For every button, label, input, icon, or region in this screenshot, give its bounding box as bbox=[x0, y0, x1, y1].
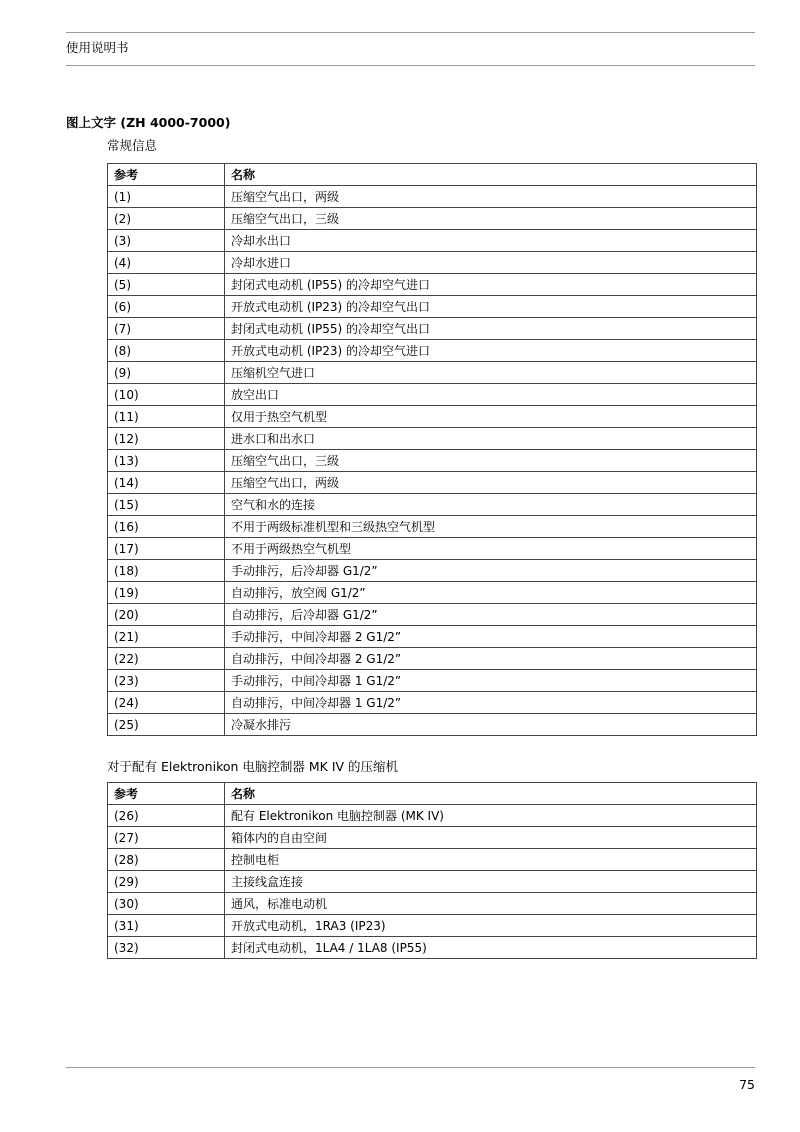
table-row bbox=[108, 296, 757, 318]
reference-cell: (4) bbox=[108, 252, 225, 274]
table-row bbox=[108, 692, 757, 714]
reference-cell: (10) bbox=[108, 384, 225, 406]
table-row bbox=[108, 340, 757, 362]
table-row bbox=[108, 626, 757, 648]
reference-cell: (14) bbox=[108, 472, 225, 494]
name-cell: 手动排污，中间冷却器 2 G1/2” bbox=[225, 626, 757, 648]
footer-rule bbox=[66, 1067, 755, 1068]
reference-cell: (3) bbox=[108, 230, 225, 252]
name-cell: 开放式电动机 (IP23) 的冷却空气进口 bbox=[225, 340, 757, 362]
table-row bbox=[108, 604, 757, 626]
name-cell: 冷却水出口 bbox=[225, 230, 757, 252]
name-cell: 主接线盒连接 bbox=[225, 871, 757, 893]
reference-cell: (24) bbox=[108, 692, 225, 714]
name-cell: 自动排污，中间冷却器 1 G1/2” bbox=[225, 692, 757, 714]
reference-cell: (9) bbox=[108, 362, 225, 384]
reference-cell: (13) bbox=[108, 450, 225, 472]
name-cell: 控制电柜 bbox=[225, 849, 757, 871]
reference-cell: (6) bbox=[108, 296, 225, 318]
column-header-name: 名称 bbox=[225, 783, 757, 805]
reference-cell: (11) bbox=[108, 406, 225, 428]
name-cell: 自动排污，放空阀 G1/2” bbox=[225, 582, 757, 604]
document-header-title: 使用说明书 bbox=[66, 40, 129, 55]
name-cell: 压缩空气出口，两级 bbox=[225, 186, 757, 208]
column-header-reference: 参考 bbox=[108, 783, 225, 805]
general-reference-table bbox=[107, 163, 757, 736]
header-rule-top bbox=[66, 32, 755, 33]
table-row bbox=[108, 871, 757, 893]
name-cell: 不用于两级标准机型和三级热空气机型 bbox=[225, 516, 757, 538]
table-row bbox=[108, 915, 757, 937]
reference-cell: (32) bbox=[108, 937, 225, 959]
reference-cell: (5) bbox=[108, 274, 225, 296]
mk4-reference-table bbox=[107, 782, 757, 959]
name-cell: 开放式电动机 (IP23) 的冷却空气出口 bbox=[225, 296, 757, 318]
reference-cell: (7) bbox=[108, 318, 225, 340]
name-cell: 压缩空气出口，两级 bbox=[225, 472, 757, 494]
general-info-label: 常规信息 bbox=[107, 138, 158, 153]
column-header-name: 名称 bbox=[225, 164, 757, 186]
reference-cell: (18) bbox=[108, 560, 225, 582]
table-header-row bbox=[108, 164, 757, 186]
reference-cell: (25) bbox=[108, 714, 225, 736]
reference-cell: (29) bbox=[108, 871, 225, 893]
table-row bbox=[108, 538, 757, 560]
table-row bbox=[108, 516, 757, 538]
table-row bbox=[108, 937, 757, 959]
table-row bbox=[108, 827, 757, 849]
reference-cell: (2) bbox=[108, 208, 225, 230]
name-cell: 配有 Elektronikon 电脑控制器 (MK IV) bbox=[225, 805, 757, 827]
table-row bbox=[108, 208, 757, 230]
name-cell: 压缩机空气进口 bbox=[225, 362, 757, 384]
name-cell: 仅用于热空气机型 bbox=[225, 406, 757, 428]
table-row bbox=[108, 230, 757, 252]
table-row bbox=[108, 582, 757, 604]
name-cell: 不用于两级热空气机型 bbox=[225, 538, 757, 560]
reference-cell: (16) bbox=[108, 516, 225, 538]
table-row bbox=[108, 274, 757, 296]
table-row bbox=[108, 849, 757, 871]
reference-cell: (27) bbox=[108, 827, 225, 849]
table-row bbox=[108, 714, 757, 736]
table-row bbox=[108, 252, 757, 274]
reference-cell: (28) bbox=[108, 849, 225, 871]
table-row bbox=[108, 494, 757, 516]
name-cell: 自动排污，后冷却器 G1/2” bbox=[225, 604, 757, 626]
page-number: 75 bbox=[739, 1077, 755, 1092]
name-cell: 空气和水的连接 bbox=[225, 494, 757, 516]
table-row bbox=[108, 805, 757, 827]
table-row bbox=[108, 362, 757, 384]
table-row bbox=[108, 560, 757, 582]
table-row bbox=[108, 428, 757, 450]
name-cell: 封闭式电动机 (IP55) 的冷却空气进口 bbox=[225, 274, 757, 296]
column-header-reference: 参考 bbox=[108, 164, 225, 186]
reference-cell: (8) bbox=[108, 340, 225, 362]
section-title: 图上文字 (ZH 4000-7000) bbox=[66, 115, 231, 130]
table-row bbox=[108, 186, 757, 208]
reference-cell: (15) bbox=[108, 494, 225, 516]
reference-cell: (30) bbox=[108, 893, 225, 915]
table-row bbox=[108, 384, 757, 406]
reference-cell: (17) bbox=[108, 538, 225, 560]
table-row bbox=[108, 450, 757, 472]
name-cell: 冷凝水排污 bbox=[225, 714, 757, 736]
reference-cell: (20) bbox=[108, 604, 225, 626]
reference-cell: (19) bbox=[108, 582, 225, 604]
reference-cell: (1) bbox=[108, 186, 225, 208]
reference-cell: (21) bbox=[108, 626, 225, 648]
name-cell: 手动排污，中间冷却器 1 G1/2” bbox=[225, 670, 757, 692]
name-cell: 开放式电动机，1RA3 (IP23) bbox=[225, 915, 757, 937]
name-cell: 自动排污，中间冷却器 2 G1/2” bbox=[225, 648, 757, 670]
name-cell: 封闭式电动机 (IP55) 的冷却空气出口 bbox=[225, 318, 757, 340]
table-row bbox=[108, 318, 757, 340]
table-header-row bbox=[108, 783, 757, 805]
table-row bbox=[108, 648, 757, 670]
reference-cell: (22) bbox=[108, 648, 225, 670]
name-cell: 压缩空气出口，三级 bbox=[225, 450, 757, 472]
mk4-section-label: 对于配有 Elektronikon 电脑控制器 MK IV 的压缩机 bbox=[107, 759, 399, 774]
header-rule-bottom bbox=[66, 65, 755, 66]
reference-cell: (12) bbox=[108, 428, 225, 450]
name-cell: 冷却水进口 bbox=[225, 252, 757, 274]
table-row bbox=[108, 406, 757, 428]
name-cell: 手动排污，后冷却器 G1/2” bbox=[225, 560, 757, 582]
reference-cell: (26) bbox=[108, 805, 225, 827]
name-cell: 箱体内的自由空间 bbox=[225, 827, 757, 849]
table-row bbox=[108, 893, 757, 915]
name-cell: 放空出口 bbox=[225, 384, 757, 406]
reference-cell: (31) bbox=[108, 915, 225, 937]
name-cell: 通风，标准电动机 bbox=[225, 893, 757, 915]
name-cell: 进水口和出水口 bbox=[225, 428, 757, 450]
table-row bbox=[108, 472, 757, 494]
reference-cell: (23) bbox=[108, 670, 225, 692]
name-cell: 封闭式电动机，1LA4 / 1LA8 (IP55) bbox=[225, 937, 757, 959]
name-cell: 压缩空气出口，三级 bbox=[225, 208, 757, 230]
table-row bbox=[108, 670, 757, 692]
